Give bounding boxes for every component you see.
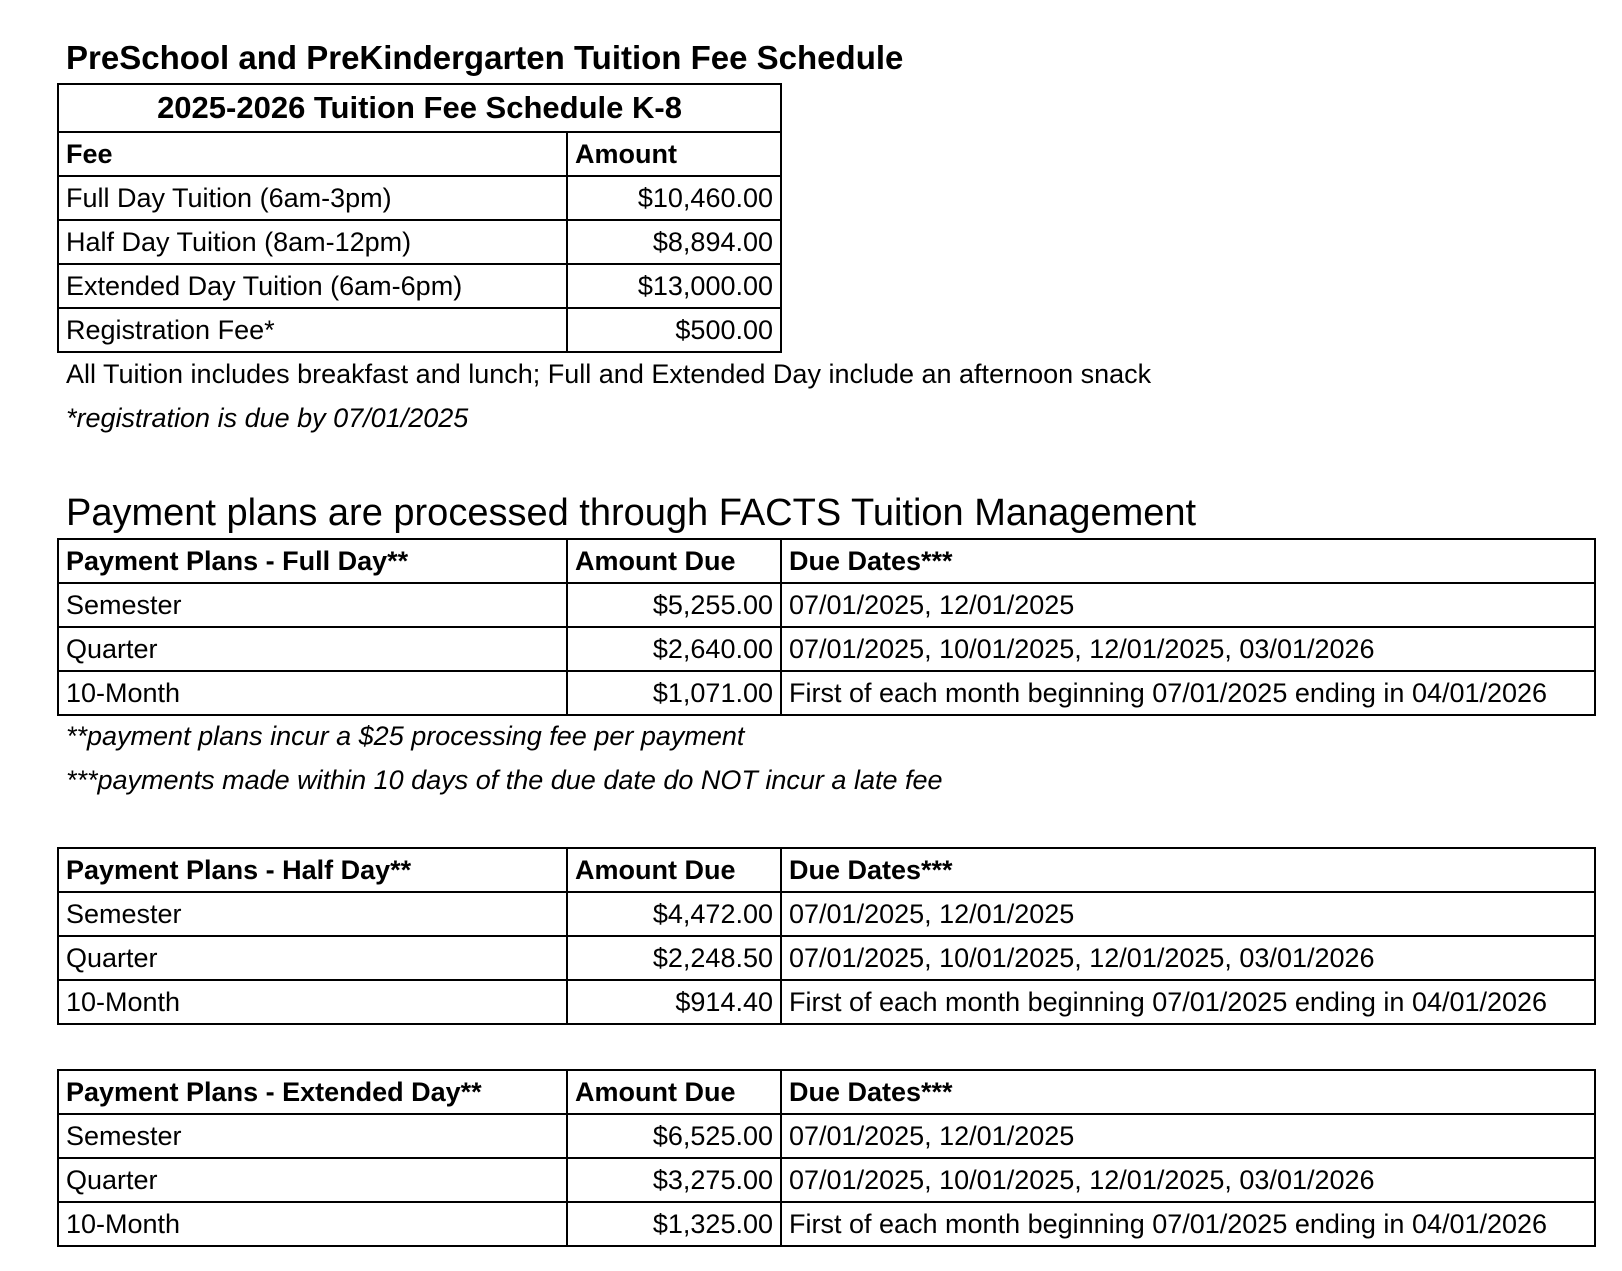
plan-amount: $1,071.00	[567, 671, 781, 715]
plan-name: Semester	[58, 1114, 567, 1158]
fee-name: Registration Fee*	[58, 308, 567, 352]
plan-name: Quarter	[58, 936, 567, 980]
column-header-fee: Fee	[58, 132, 567, 176]
table-row	[58, 892, 1595, 936]
table-row	[58, 980, 1595, 1024]
table-row	[58, 936, 1595, 980]
plan-amount: $914.40	[567, 980, 781, 1024]
table-caption: 2025-2026 Tuition Fee Schedule K-8	[58, 84, 781, 132]
payment-plans-extended-day-table	[57, 1069, 1596, 1247]
plan-amount: $3,275.00	[567, 1158, 781, 1202]
plan-amount: $1,325.00	[567, 1202, 781, 1246]
plan-amount: $4,472.00	[567, 892, 781, 936]
column-header-amount-due: Amount Due	[567, 848, 781, 892]
plan-amount: $2,640.00	[567, 627, 781, 671]
table-header-row	[58, 539, 1595, 583]
table-header-row	[58, 132, 781, 176]
table-caption-row	[58, 84, 781, 132]
tuition-fee-table	[57, 83, 782, 353]
table-row	[58, 583, 1595, 627]
plan-name: Quarter	[58, 1158, 567, 1202]
column-header-plan: Payment Plans - Extended Day**	[58, 1070, 567, 1114]
table-row	[58, 627, 1595, 671]
payment-section-title: Payment plans are processed through FACTS Tuition Management	[66, 492, 1197, 534]
page-title: PreSchool and PreKindergarten Tuition Fee Schedule	[66, 39, 904, 76]
plan-name: 10-Month	[58, 671, 567, 715]
registration-note: *registration is due by 07/01/2025	[66, 403, 469, 433]
plan-due-dates: 07/01/2025, 10/01/2025, 12/01/2025, 03/01/2026	[781, 936, 1595, 980]
table-row	[58, 220, 781, 264]
column-header-plan: Payment Plans - Half Day**	[58, 848, 567, 892]
plan-due-dates: 07/01/2025, 10/01/2025, 12/01/2025, 03/01/2026	[781, 627, 1595, 671]
column-header-due-dates: Due Dates***	[781, 848, 1595, 892]
plan-due-dates: First of each month beginning 07/01/2025 ending in 04/01/2026	[781, 980, 1595, 1024]
table-row	[58, 264, 781, 308]
plan-name: 10-Month	[58, 980, 567, 1024]
table-row	[58, 1158, 1595, 1202]
plan-due-dates: First of each month beginning 07/01/2025 ending in 04/01/2026	[781, 671, 1595, 715]
column-header-amount: Amount	[567, 132, 781, 176]
table-row	[58, 176, 781, 220]
table-header-row	[58, 848, 1595, 892]
column-header-amount-due: Amount Due	[567, 539, 781, 583]
column-header-due-dates: Due Dates***	[781, 539, 1595, 583]
table-row	[58, 1202, 1595, 1246]
fee-name: Full Day Tuition (6am-3pm)	[58, 176, 567, 220]
plan-name: Quarter	[58, 627, 567, 671]
plan-name: 10-Month	[58, 1202, 567, 1246]
table-row	[58, 308, 781, 352]
payment-plans-full-day-table	[57, 538, 1596, 716]
processing-fee-note: **payment plans incur a $25 processing fee per payment	[66, 721, 745, 751]
late-fee-note: ***payments made within 10 days of the due date do NOT incur a late fee	[66, 765, 943, 795]
fee-name: Half Day Tuition (8am-12pm)	[58, 220, 567, 264]
table-row	[58, 1114, 1595, 1158]
column-header-due-dates: Due Dates***	[781, 1070, 1595, 1114]
fee-amount: $10,460.00	[567, 176, 781, 220]
plan-amount: $6,525.00	[567, 1114, 781, 1158]
plan-due-dates: First of each month beginning 07/01/2025 ending in 04/01/2026	[781, 1202, 1595, 1246]
plan-due-dates: 07/01/2025, 12/01/2025	[781, 583, 1595, 627]
table-row	[58, 671, 1595, 715]
column-header-amount-due: Amount Due	[567, 1070, 781, 1114]
plan-name: Semester	[58, 583, 567, 627]
plan-amount: $5,255.00	[567, 583, 781, 627]
plan-due-dates: 07/01/2025, 12/01/2025	[781, 1114, 1595, 1158]
plan-name: Semester	[58, 892, 567, 936]
table-header-row	[58, 1070, 1595, 1114]
payment-plans-half-day-table	[57, 847, 1596, 1025]
plan-due-dates: 07/01/2025, 10/01/2025, 12/01/2025, 03/01/2026	[781, 1158, 1595, 1202]
plan-amount: $2,248.50	[567, 936, 781, 980]
fee-amount: $500.00	[567, 308, 781, 352]
fee-name: Extended Day Tuition (6am-6pm)	[58, 264, 567, 308]
fee-amount: $8,894.00	[567, 220, 781, 264]
meals-note: All Tuition includes breakfast and lunch; Full and Extended Day include an afternoon snack	[66, 359, 1152, 389]
column-header-plan: Payment Plans - Full Day**	[58, 539, 567, 583]
plan-due-dates: 07/01/2025, 12/01/2025	[781, 892, 1595, 936]
fee-amount: $13,000.00	[567, 264, 781, 308]
